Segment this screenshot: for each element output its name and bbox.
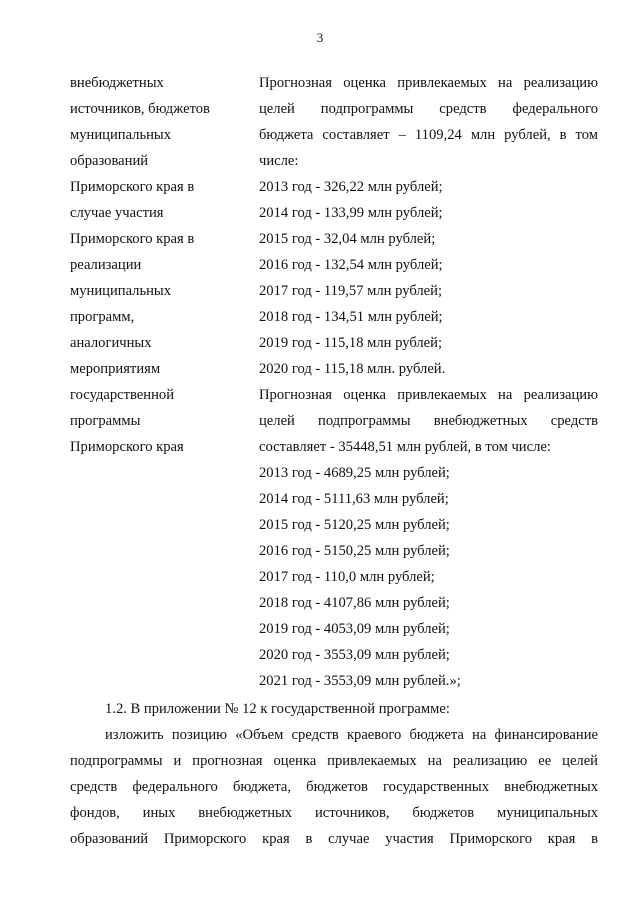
- federal-intro-line: Прогнозная оценка привлекаемых на реализацию: [259, 75, 598, 91]
- left-cell-line: мероприятиям: [70, 361, 161, 377]
- federal-year-line: 2014 год - 133,99 млн рублей;: [259, 205, 443, 221]
- left-cell-line: аналогичных: [70, 335, 152, 351]
- left-cell-line: программ,: [70, 309, 135, 325]
- left-cell-line: образований: [70, 153, 149, 169]
- federal-year-line: 2015 год - 32,04 млн рублей;: [259, 231, 436, 247]
- left-cell-line: внебюджетных: [70, 75, 164, 91]
- left-cell-line: Приморского края в: [70, 231, 195, 247]
- left-cell-line: источников, бюджетов: [70, 101, 210, 117]
- item-heading: 1.2. В приложении № 12 к государственной программе:: [105, 701, 450, 717]
- extra-year-line: 2017 год - 110,0 млн рублей;: [259, 569, 435, 585]
- federal-year-line: 2017 год - 119,57 млн рублей;: [259, 283, 443, 299]
- table-right-column: [259, 70, 598, 694]
- extra-year-line: 2013 год - 4689,25 млн рублей;: [259, 465, 450, 481]
- left-cell-line: государственной: [70, 387, 175, 403]
- federal-intro-line: числе:: [259, 153, 299, 169]
- federal-intro-line: целей подпрограммы средств федерального: [259, 101, 598, 117]
- left-cell-line: муниципальных: [70, 127, 172, 143]
- federal-year-line: 2013 год - 326,22 млн рублей;: [259, 179, 443, 195]
- extra-year-line: 2018 год - 4107,86 млн рублей;: [259, 595, 450, 611]
- table-left-column: [70, 70, 245, 460]
- federal-year-line: 2019 год - 115,18 млн рублей;: [259, 335, 443, 351]
- extra-intro-line: составляет - 35448,51 млн рублей, в том числе:: [259, 439, 551, 455]
- body-text: [70, 696, 598, 852]
- extra-year-line: 2020 год - 3553,09 млн рублей;: [259, 647, 450, 663]
- extra-year-line: 2016 год - 5150,25 млн рублей;: [259, 543, 450, 559]
- left-cell-line: случае участия: [70, 205, 164, 221]
- body-line: средств федерального бюджета, бюджетов государственных внебюджетных: [70, 779, 598, 795]
- page-number: 3: [316, 30, 324, 45]
- federal-year-line: 2018 год - 134,51 млн рублей;: [259, 309, 443, 325]
- body-line: изложить позицию «Объем средств краевого бюджета на финансирование: [105, 727, 598, 743]
- body-line: подпрограммы и прогнозная оценка привлекаемых на реализацию ее целей: [70, 753, 598, 769]
- body-line: образований Приморского края в случае участия Приморского края в: [70, 831, 598, 847]
- federal-year-line: 2016 год - 132,54 млн рублей;: [259, 257, 443, 273]
- left-cell-line: Приморского края в: [70, 179, 195, 195]
- extra-year-line: 2015 год - 5120,25 млн рублей;: [259, 517, 450, 533]
- federal-year-line: 2020 год - 115,18 млн. рублей.: [259, 361, 446, 377]
- left-cell-line: муниципальных: [70, 283, 172, 299]
- federal-intro-line: бюджета составляет – 1109,24 млн рублей, в том: [259, 127, 598, 143]
- left-cell-line: Приморского края: [70, 439, 184, 455]
- left-cell-line: программы: [70, 413, 141, 429]
- extra-year-line: 2019 год - 4053,09 млн рублей;: [259, 621, 450, 637]
- extra-year-line: 2014 год - 5111,63 млн рублей;: [259, 491, 449, 507]
- body-line: фондов, иных внебюджетных источников, бюджетов муниципальных: [70, 805, 598, 821]
- left-cell-line: реализации: [70, 257, 142, 273]
- extra-intro-line: Прогнозная оценка привлекаемых на реализацию: [259, 387, 598, 403]
- extra-intro-line: целей подпрограммы внебюджетных средств: [259, 413, 598, 429]
- extra-year-line: 2021 год - 3553,09 млн рублей.»;: [259, 673, 461, 689]
